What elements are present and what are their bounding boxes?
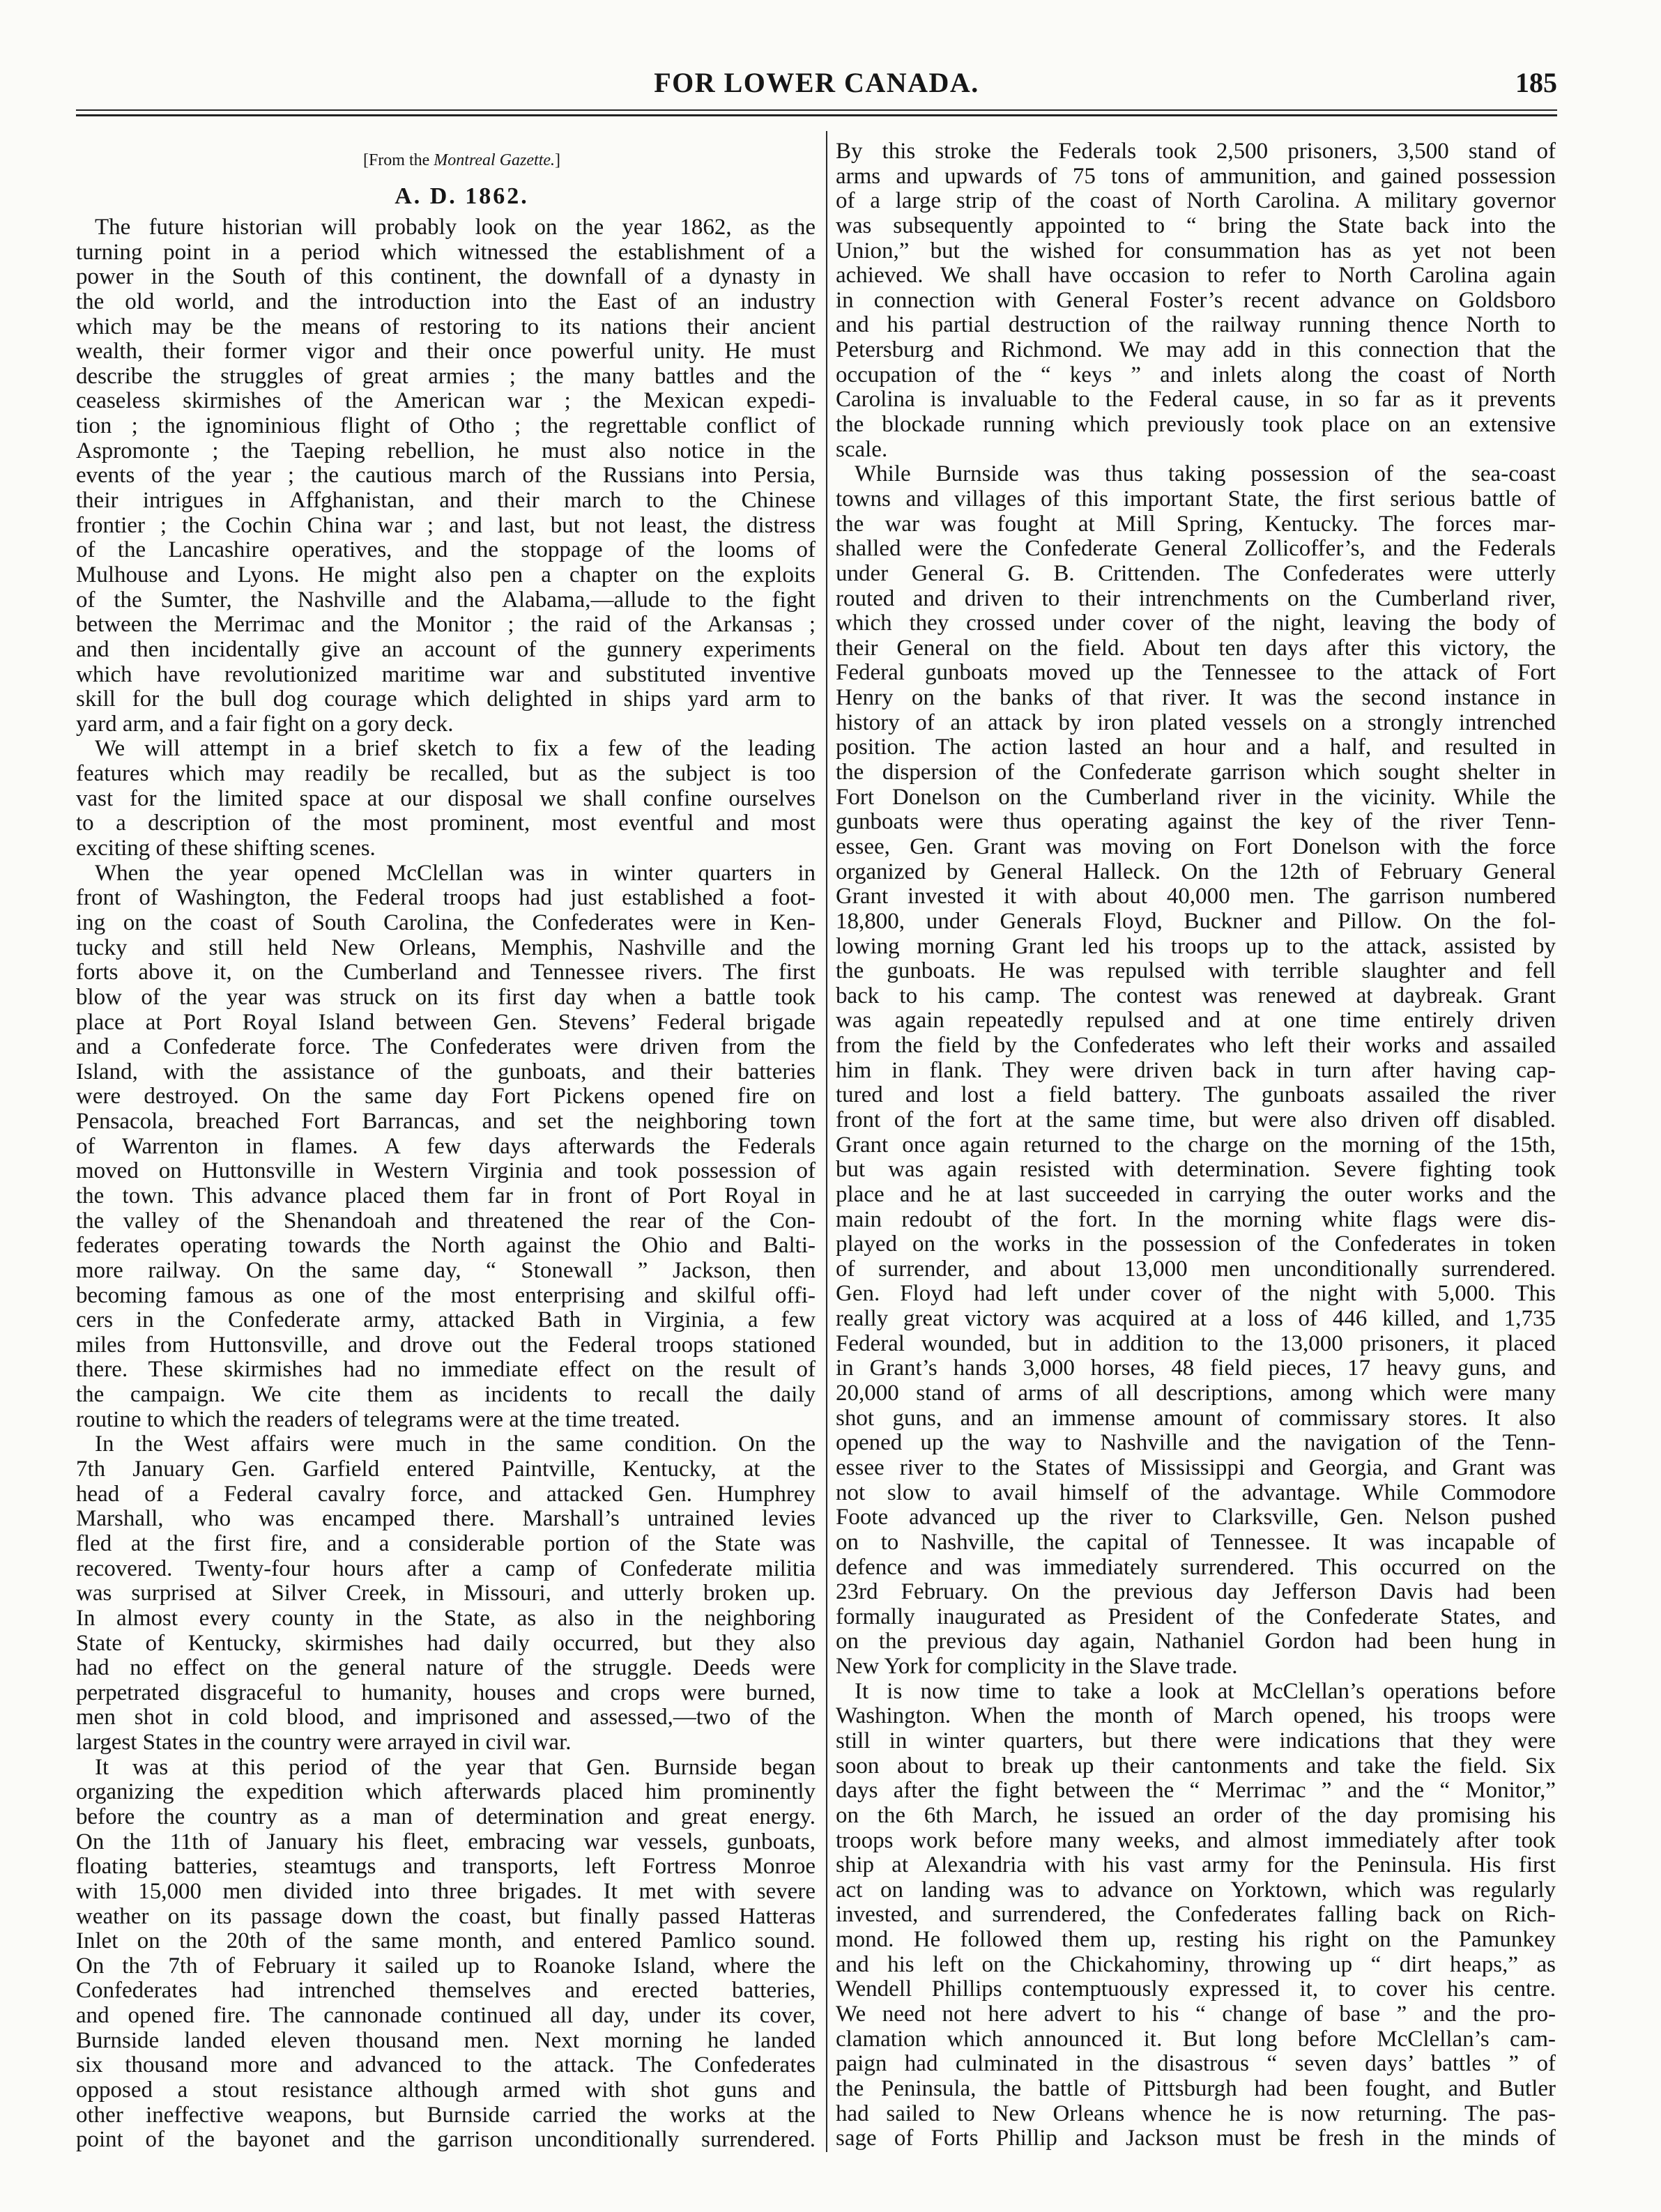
- text-line: forts above it, on the Cumberland and Tennessee rivers. The first: [76, 960, 816, 985]
- text-line: men shot in cold blood, and imprisoned and assessed,—two of the: [76, 1705, 816, 1730]
- text-line: 20,000 stand of arms of all descriptions, among which were many: [836, 1381, 1556, 1406]
- text-line: occupation of the “ keys ” and inlets along the coast of North: [836, 362, 1556, 387]
- paragraph: [836, 462, 1556, 1679]
- text-line: By this stroke the Federals took 2,500 prisoners, 3,500 stand of: [836, 139, 1556, 164]
- text-line: Petersburg and Richmond. We may add in this connection that the: [836, 338, 1556, 363]
- text-line: place at Port Royal Island between Gen. Stevens’ Federal brigade: [76, 1010, 816, 1035]
- text-line: him in flank. They were driven back in turn after having cap-: [836, 1058, 1556, 1083]
- text-line: front of the fort at the same time, but were also driven off disabled.: [836, 1107, 1556, 1132]
- text-line: of surrender, and about 13,000 men unconditionally surrendered.: [836, 1257, 1556, 1282]
- text-line: of the Sumter, the Nashville and the Alabama,—allude to the fight: [76, 587, 816, 613]
- text-line: becoming famous as one of the most enterprising and skilful offi-: [76, 1283, 816, 1308]
- text-line: When the year opened McClellan was in winter quarters in: [95, 861, 816, 886]
- text-line: gunboats were thus operating against the key of the river Tenn-: [836, 810, 1556, 835]
- text-line: invested, and surrendered, the Confederates falling back on Rich-: [836, 1903, 1556, 1928]
- text-line: of a large strip of the coast of North Carolina. A military governor: [836, 189, 1556, 214]
- paragraph: [76, 1432, 816, 1755]
- text-line: It is now time to take a look at McClellan’s operations before: [855, 1679, 1556, 1704]
- text-line: and his left on the Chickahominy, throwing up “ dirt heaps,” as: [836, 1952, 1556, 1977]
- text-line: of Warrenton in flames. A few days afterwards the Federals: [76, 1134, 816, 1159]
- text-line: days after the fight between the “ Merrimac ” and the “ Monitor,”: [836, 1779, 1556, 1804]
- left-column: [76, 215, 816, 2153]
- text-line: before the country as a man of determination and great energy.: [76, 1805, 816, 1829]
- text-line: On the 7th of February it sailed up to Roanoke Island, where the: [76, 1953, 816, 1979]
- text-line: 7th January Gen. Garfield entered Paintville, Kentucky, at the: [76, 1457, 816, 1482]
- text-line: Burnside landed eleven thousand men. Next morning he landed: [76, 2028, 816, 2053]
- text-line: opposed a stout resistance although armed with shot guns and: [76, 2078, 816, 2103]
- text-line: Foote advanced up the river to Clarksville, Gen. Nelson pushed: [836, 1505, 1556, 1530]
- text-line: the campaign. We cite them as incidents to recall the daily: [76, 1383, 816, 1408]
- text-line: place and he at last succeeded in carrying the outer works and the: [836, 1182, 1556, 1207]
- text-line: formally inaugurated as President of the Confederate States, and: [836, 1604, 1556, 1629]
- text-line: and opened fire. The cannonade continued all day, under its cover,: [76, 2004, 816, 2029]
- text-line: opened up the way to Nashville and the navigation of the Tenn-: [836, 1431, 1556, 1456]
- text-line: the Peninsula, the battle of Pittsburgh had been fought, and Butler: [836, 2076, 1556, 2101]
- text-line: We will attempt in a brief sketch to fix a few of the leading: [95, 737, 816, 762]
- text-line: act on landing was to advance on Yorktown, which was regularly: [836, 1877, 1556, 1903]
- text-line: had sailed to New Orleans whence he is now returning. The pas-: [836, 2101, 1556, 2126]
- text-line: Gen. Floyd had left under cover of the night with 5,000. This: [836, 1282, 1556, 1307]
- text-line: the gunboats. He was repulsed with terrible slaughter and fell: [836, 959, 1556, 984]
- text-line: had no effect on the general nature of the struggle. Deeds were: [76, 1656, 816, 1681]
- text-line: skill for the bull dog courage which delighted in ships yard arm to: [76, 687, 816, 712]
- text-line: Henry on the banks of that river. It was the second instance in: [836, 686, 1556, 711]
- text-line: yard arm, and a fair fight on a gory deck.: [76, 712, 454, 737]
- text-line: paign had culminated in the disastrous “ seven days’ battles ” of: [836, 2052, 1556, 2077]
- text-line: their General on the field. About ten days after this victory, the: [836, 636, 1556, 661]
- text-line: Federal gunboats moved up the Tennessee to the attack of Fort: [836, 661, 1556, 686]
- text-line: Island, with the assistance of the gunboats, and their batteries: [76, 1059, 816, 1084]
- text-line: weather on its passage down the coast, but finally passed Hatteras: [76, 1904, 816, 1929]
- text-line: On the 11th of January his fleet, embracing war vessels, gunboats,: [76, 1829, 816, 1854]
- text-line: routine to which the readers of telegrams were at the time treated.: [76, 1407, 680, 1432]
- text-line: on the previous day again, Nathaniel Gordon had been hung in: [836, 1629, 1556, 1654]
- paragraph: [76, 1756, 816, 2153]
- text-line: the dispersion of the Confederate garrison which sought shelter in: [836, 760, 1556, 785]
- text-line: Carolina is invaluable to the Federal cause, in so far as it prevents: [836, 387, 1556, 413]
- page-number: 185: [1515, 67, 1557, 98]
- text-line: exciting of these shifting scenes.: [76, 836, 376, 861]
- text-line: It was at this period of the year that Gen. Burnside began: [95, 1755, 816, 1780]
- text-line: Grant once again returned to the charge on the morning of the 15th,: [836, 1132, 1556, 1158]
- source-credit: [92, 148, 832, 172]
- text-line: towns and villages of this important State, the first serious battle of: [836, 486, 1556, 512]
- text-line: floating batteries, steamtugs and transports, left Fortress Monroe: [76, 1854, 816, 1880]
- text-line: and his partial destruction of the railway running thence North to: [836, 313, 1556, 338]
- text-line: still in winter quarters, but there were indications that they were: [836, 1729, 1556, 1753]
- text-line: on the 6th March, he issued an order of the day promising his: [836, 1803, 1556, 1828]
- text-line: the old world, and the introduction into the East of an industry: [76, 289, 816, 314]
- text-line: largest States in the country were arrayed in civil war.: [76, 1730, 572, 1756]
- text-line: fled at the first fire, and a considerable portion of the State was: [76, 1531, 816, 1556]
- text-line: shalled were the Confederate General Zollicoffer’s, and the Federals: [836, 537, 1556, 562]
- text-line: which have revolutionized maritime war and substituted inventive: [76, 662, 816, 687]
- text-line: troops work before many weeks, and almost immediately after took: [836, 1828, 1556, 1853]
- text-line: Washington. When the month of March opened, his troops were: [836, 1704, 1556, 1729]
- text-line: 23rd February. On the previous day Jefferson Davis had been: [836, 1580, 1556, 1605]
- paragraph: [836, 139, 1556, 462]
- text-line: in Grant’s hands 3,000 horses, 48 field pieces, 17 heavy guns, and: [836, 1356, 1556, 1381]
- text-line: tucky and still held New Orleans, Memphis, Nashville and the: [76, 935, 816, 960]
- text-line: six thousand more and advanced to the attack. The Confederates: [76, 2053, 816, 2078]
- text-line: and a Confederate force. The Confederates were driven from the: [76, 1035, 816, 1060]
- text-line: tion ; the ignominious flight of Otho ; the regrettable conflict of: [76, 414, 816, 439]
- text-line: history of an attack by iron plated vessels on a strongly intrenched: [836, 710, 1556, 735]
- text-line: the war was fought at Mill Spring, Kentucky. The forces mar-: [836, 512, 1556, 537]
- text-line: The future historian will probably look on the year 1862, as the: [95, 215, 816, 240]
- paragraph: [836, 1680, 1556, 2151]
- text-line: Wendell Phillips contemptuously expressed it, to cover his centre.: [836, 1977, 1556, 2002]
- text-line: describe the struggles of great armies ; the many battles and the: [76, 364, 816, 389]
- text-line: blow of the year was struck on its first day when a battle took: [76, 985, 816, 1010]
- text-line: turning point in a period which witnessed the establishment of a: [76, 240, 816, 265]
- text-line: federates operating towards the North against the Ohio and Balti-: [76, 1234, 816, 1259]
- text-line: State of Kentucky, skirmishes had daily occurred, but they also: [76, 1631, 816, 1656]
- text-line: was subsequently appointed to “ bring the State back into the: [836, 213, 1556, 238]
- text-line: which may be the means of restoring to its nations their ancient: [76, 314, 816, 339]
- text-line: under General G. B. Crittenden. The Confederates were utterly: [836, 561, 1556, 586]
- text-line: were destroyed. On the same day Fort Pickens opened fire on: [76, 1084, 816, 1109]
- text-line: perpetrated disgraceful to humanity, houses and crops were burned,: [76, 1680, 816, 1705]
- header-rule-thin: [76, 109, 1557, 111]
- text-line: New York for complicity in the Slave trade.: [836, 1654, 1238, 1680]
- text-line: was surprised at Silver Creek, in Missouri, and utterly broken up.: [76, 1581, 816, 1606]
- text-line: Mulhouse and Lyons. He might also pen a chapter on the exploits: [76, 562, 816, 587]
- text-line: Inlet on the 20th of the same month, and entered Pamlico sound.: [76, 1929, 816, 1954]
- text-line: cers in the Confederate army, attacked Bath in Virginia, a few: [76, 1308, 816, 1333]
- text-line: power in the South of this continent, the downfall of a dynasty in: [76, 265, 816, 290]
- text-line: point of the bayonet and the garrison unconditionally surrendered.: [76, 2128, 816, 2153]
- paragraph: [76, 861, 816, 1433]
- paragraph: [76, 737, 816, 861]
- text-line: back to his camp. The contest was renewed at daybreak. Grant: [836, 983, 1556, 1008]
- text-line: other ineffective weapons, but Burnside carried the works at the: [76, 2103, 816, 2128]
- text-line: organizing the expedition which afterwards placed him prominently: [76, 1780, 816, 1805]
- text-line: We need not here advert to his “ change of base ” and the pro-: [836, 2002, 1556, 2027]
- text-line: main redoubt of the fort. In the morning white flags were dis-: [836, 1207, 1556, 1232]
- text-line: Pensacola, breached Fort Barrancas, and set the neighboring town: [76, 1109, 816, 1135]
- text-line: front of Washington, the Federal troops had just established a foot-: [76, 886, 816, 911]
- text-line: Fort Donelson on the Cumberland river in the vicinity. While the: [836, 785, 1556, 810]
- text-line: Aspromonte ; the Taeping rebellion, he must also notice in the: [76, 438, 816, 463]
- header-rule-thick: [76, 114, 1557, 116]
- text-line: defence and was immediately surrendered. This occurred on the: [836, 1555, 1556, 1580]
- text-line: Marshall, who was encamped there. Marshall’s untrained levies: [76, 1507, 816, 1532]
- paragraph: [76, 215, 816, 737]
- text-line: 18,800, under Generals Floyd, Buckner and Pillow. On the fol-: [836, 909, 1556, 934]
- text-line: frontier ; the Cochin China war ; and last, but not least, the distress: [76, 513, 816, 538]
- text-line: arms and upwards of 75 tons of ammunition, and gained possession: [836, 164, 1556, 189]
- text-line: essee, Gen. Grant was moving on Fort Donelson with the force: [836, 834, 1556, 859]
- text-line: Federal wounded, but in addition to the 13,000 prisoners, it placed: [836, 1331, 1556, 1356]
- text-line: between the Merrimac and the Monitor ; the raid of the Arkansas ;: [76, 613, 816, 638]
- text-line: not slow to avail himself of the advantage. While Commodore: [836, 1480, 1556, 1505]
- text-line: position. The action lasted an hour and a half, and resulted in: [836, 735, 1556, 760]
- text-line: mond. He followed them up, resting his right on the Pamunkey: [836, 1928, 1556, 1953]
- text-line: sage of Forts Phillip and Jackson must be fresh in the minds of: [836, 2126, 1556, 2151]
- text-line: played on the works in the possession of the Confederates in token: [836, 1232, 1556, 1257]
- text-line: their intrigues in Affghanistan, and their march to the Chinese: [76, 489, 816, 514]
- text-line: with 15,000 men divided into three brigades. It met with severe: [76, 1879, 816, 1904]
- text-line: of the Lancashire operatives, and the stoppage of the looms of: [76, 538, 816, 563]
- text-line: from the field by the Confederates who left their works and assailed: [836, 1034, 1556, 1059]
- text-line: more railway. On the same day, “ Stonewall ” Jackson, then: [76, 1258, 816, 1283]
- text-line: to a description of the most prominent, most eventful and most: [76, 811, 816, 836]
- article-date-heading: A. D. 1862.: [395, 183, 529, 209]
- text-line: the town. This advance placed them far in front of Port Royal in: [76, 1183, 816, 1208]
- source-credit-suffix: ]: [555, 151, 561, 169]
- text-line: achieved. We shall have occasion to refer to North Carolina again: [836, 263, 1556, 289]
- text-line: vast for the limited space at our disposal we shall confine ourselves: [76, 786, 816, 811]
- text-line: miles from Huttonsville, and drove out the Federal troops stationed: [76, 1332, 816, 1358]
- text-line: on to Nashville, the capital of Tennessee. It was incapable of: [836, 1530, 1556, 1555]
- text-line: ship at Alexandria with his vast army for the Peninsula. His first: [836, 1853, 1556, 1878]
- text-line: ceaseless skirmishes of the American war ; the Mexican expedi-: [76, 389, 816, 414]
- text-line: and then incidentally give an account of the gunnery experiments: [76, 637, 816, 662]
- text-line: essee river to the States of Mississippi and Georgia, and Grant was: [836, 1455, 1556, 1480]
- text-line: Confederates had intrenched themselves and erected batteries,: [76, 1979, 816, 2004]
- text-line: there. These skirmishes had no immediate effect on the result of: [76, 1358, 816, 1383]
- text-line: routed and driven to their intrenchments on the Cumberland river,: [836, 586, 1556, 611]
- text-line: features which may readily be recalled, but as the subject is too: [76, 762, 816, 787]
- text-line: in connection with General Foster’s recent advance on Goldsboro: [836, 288, 1556, 313]
- running-head: FOR LOWER CANADA.: [654, 67, 979, 98]
- text-line: Union,” but the wished for consummation has as yet not been: [836, 238, 1556, 263]
- text-line: tured and lost a field battery. The gunboats assailed the river: [836, 1083, 1556, 1108]
- source-publication: Montreal Gazette.: [434, 151, 556, 169]
- source-credit-prefix: [From the: [362, 151, 434, 169]
- text-line: the blockade running which previously took place on an extensive: [836, 413, 1556, 438]
- text-line: lowing morning Grant led his troops up to the attack, assisted by: [836, 934, 1556, 959]
- text-line: organized by General Halleck. On the 12th of February General: [836, 859, 1556, 884]
- text-line: ing on the coast of South Carolina, the Confederates were in Ken-: [76, 910, 816, 935]
- text-line: events of the year ; the cautious march of the Russians into Persia,: [76, 463, 816, 489]
- text-line: recovered. Twenty-four hours after a camp of Confederate militia: [76, 1556, 816, 1581]
- text-line: was again repeatedly repulsed and at one time entirely driven: [836, 1008, 1556, 1034]
- text-line: clamation which announced it. But long before McClellan’s cam-: [836, 2027, 1556, 2052]
- right-column: [836, 139, 1556, 2151]
- text-line: moved on Huttonsville in Western Virginia and took possession of: [76, 1159, 816, 1184]
- text-line: scale.: [836, 437, 888, 462]
- text-line: soon about to break up their cantonments and take the field. Six: [836, 1753, 1556, 1779]
- text-line: wealth, their former vigor and their once powerful unity. He must: [76, 339, 816, 364]
- text-line: but was again resisted with determination. Severe fighting took: [836, 1158, 1556, 1183]
- text-line: shot guns, and an immense amount of commissary stores. It also: [836, 1406, 1556, 1431]
- column-divider: [826, 131, 827, 2152]
- text-line: In almost every county in the State, as also in the neighboring: [76, 1606, 816, 1631]
- text-line: Grant invested it with about 40,000 men. The garrison numbered: [836, 884, 1556, 909]
- text-line: head of a Federal cavalry force, and attacked Gen. Humphrey: [76, 1482, 816, 1507]
- text-line: really great victory was acquired at a loss of 446 killed, and 1,735: [836, 1307, 1556, 1332]
- text-line: the valley of the Shenandoah and threatened the rear of the Con-: [76, 1208, 816, 1234]
- text-line: In the West affairs were much in the same condition. On the: [95, 1432, 816, 1457]
- text-line: which they crossed under cover of the night, leaving the body of: [836, 611, 1556, 636]
- text-line: While Burnside was thus taking possession of the sea-coast: [855, 462, 1556, 487]
